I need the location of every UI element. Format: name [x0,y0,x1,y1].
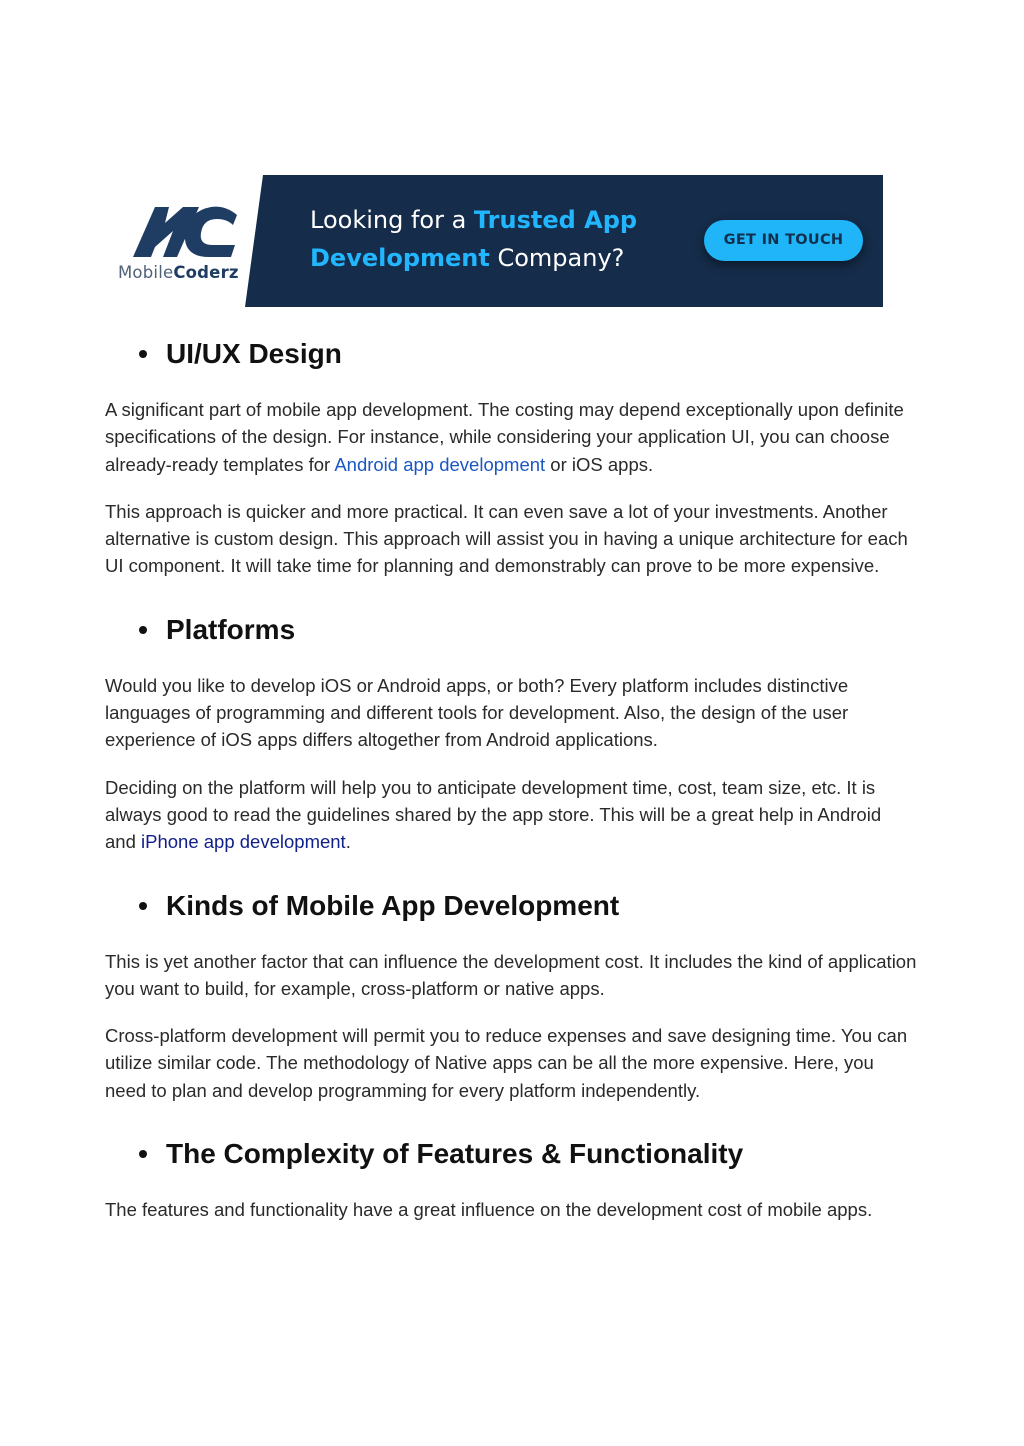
section-heading: Kinds of Mobile App Development [105,882,917,930]
mobilecoderz-logo-icon [133,201,237,257]
bullet-icon [139,350,147,358]
paragraph: This approach is quicker and more practical. It can even save a lot of your investments. Another alternative is custom design. This approach will assist you in having a unique architecture for each UI component. It will take time for planning and demonstrably can prove to be more expensive. [105,500,908,577]
paragraph: Deciding on the platform will help you to anticipate development time, cost, team size, etc. It is always good to read the guidelines shared by the app store. This will be a great help in Android and iPhone app development. [105,776,882,853]
iphone-app-development-link[interactable]: iPhone app development [141,831,346,853]
android-app-development-link[interactable]: Android app development [334,453,546,475]
banner-headline: Looking for a Trusted App Development Company? [310,206,638,272]
logo-wordmark: MobileCoderz [118,263,239,282]
paragraph: The features and functionality have a great influence on the development cost of mobile apps. [105,1199,873,1221]
section-heading: The Complexity of Features & Functionality [105,1130,917,1178]
get-in-touch-button[interactable]: GET IN TOUCH [704,220,863,261]
paragraph: This is yet another factor that can influence the development cost. It includes the kind of application you want to build, for example, cross-platform or native apps. [105,950,917,999]
promo-banner[interactable] [107,175,883,307]
section-heading: Platforms [105,606,917,654]
section-heading: UI/UX Design [105,330,917,378]
paragraph: Cross-platform development will permit you to reduce expenses and save designing time. You can utilize similar code. The methodology of Native apps can be all the more expensive. Here, you need to plan and develop programming for every platform independently. [105,1025,908,1101]
bullet-icon [139,902,147,910]
bullet-icon [139,626,147,634]
bullet-icon [139,1150,147,1158]
paragraph: Would you like to develop iOS or Android apps, or both? Every platform includes distinctive languages of programming and different tools for development. Also, the design of the user experience of iOS apps differs altogether from Android applications. [105,674,849,751]
article-body [105,330,917,1223]
paragraph: A significant part of mobile app development. The costing may depend exceptionally upon definite specifications of the design. For instance, while considering your application UI, you can choose already-ready templates for Android app development or iOS apps. [105,399,904,475]
